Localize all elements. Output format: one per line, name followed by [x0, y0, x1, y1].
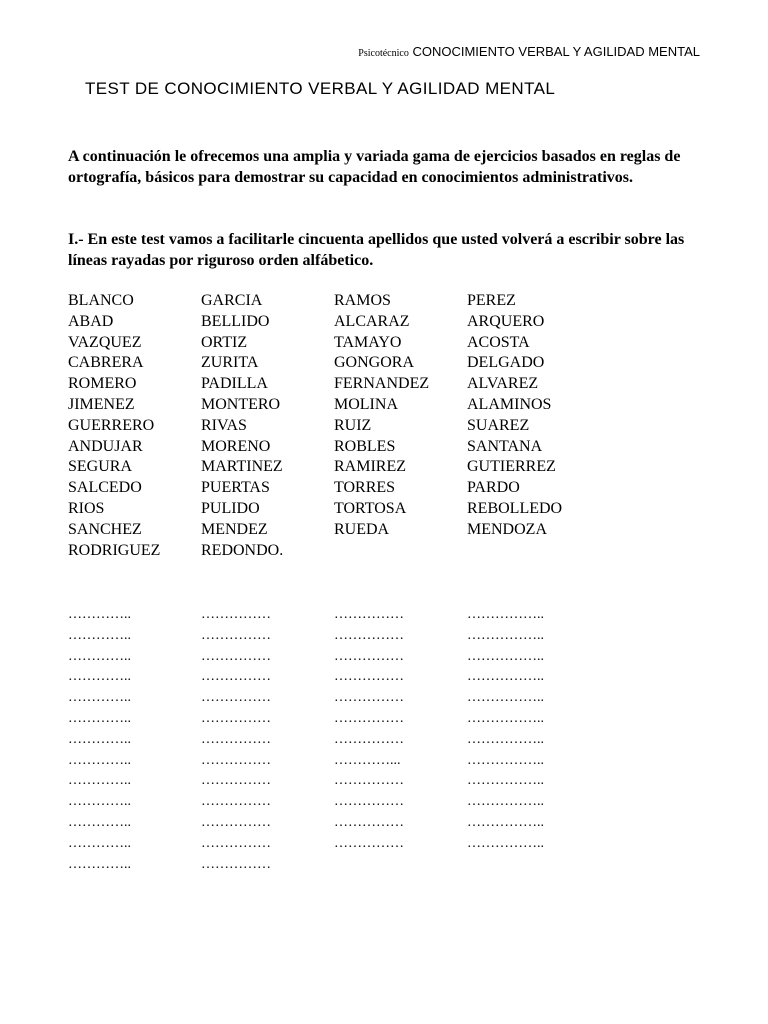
surname-item: TORRES	[334, 479, 396, 497]
surname-item: BLANCO	[68, 292, 134, 309]
answer-line[interactable]: ……………..	[467, 731, 544, 747]
surname-item: REBOLLEDO	[467, 499, 563, 517]
surname-item: RAMOS	[334, 292, 391, 309]
answer-line[interactable]: ……………..	[467, 669, 544, 685]
answer_lines-column-2	[201, 605, 271, 875]
answer-line[interactable]: ……………	[334, 710, 404, 726]
answer-line[interactable]: ……………..	[467, 607, 544, 622]
surname-item: PEREZ	[467, 292, 516, 309]
surname-item: ROMERO	[68, 375, 137, 393]
answer-line[interactable]: ……………	[201, 669, 271, 685]
surname-item: MOLINA	[334, 395, 398, 413]
surname-item: SALCEDO	[68, 479, 142, 497]
surname-item: ZURITA	[201, 354, 259, 372]
answer-line[interactable]: …………..	[68, 835, 131, 851]
answer-line[interactable]: ……………	[334, 794, 404, 810]
surnames-column-3	[334, 291, 429, 541]
answer-line[interactable]: ……………	[334, 773, 404, 789]
answer-line[interactable]: …………..	[68, 690, 131, 706]
surnames-column-4	[467, 291, 562, 541]
answer-line[interactable]: ……………	[201, 731, 271, 747]
answer-line[interactable]: …………..	[68, 627, 131, 643]
surname-item: MORENO	[201, 437, 271, 455]
answer-line[interactable]: ……………	[201, 814, 271, 830]
surname-item: MENDOZA	[467, 520, 547, 538]
surname-item: ARQUERO	[467, 312, 545, 330]
surname-item: BELLIDO	[201, 312, 270, 330]
surname-item: MARTINEZ	[201, 458, 283, 476]
surname-item: RIVAS	[201, 416, 247, 434]
surname-item: REDONDO.	[201, 541, 284, 559]
answer-line[interactable]: ……………	[334, 814, 404, 830]
answer-line[interactable]: ……………	[201, 710, 271, 726]
answer-line[interactable]: ……………..	[467, 648, 544, 664]
answer-line[interactable]: ……………	[201, 773, 271, 789]
answer-line[interactable]: ……………	[201, 690, 271, 706]
surname-item: JIMENEZ	[68, 395, 135, 413]
answer_lines-column-1	[68, 605, 131, 875]
answer-line[interactable]: …………..	[68, 669, 131, 685]
surname-item: ACOSTA	[467, 333, 530, 351]
surname-item: RIOS	[68, 499, 105, 517]
answer-line[interactable]: ……………	[334, 648, 404, 664]
answer_lines-column-3	[334, 605, 404, 855]
answer-line[interactable]: ……………	[201, 794, 271, 810]
surname-item: PULIDO	[201, 499, 260, 517]
answer-line[interactable]: ……………..	[467, 627, 544, 643]
answer-line[interactable]: …………..	[68, 731, 131, 747]
answer-line[interactable]: ……………	[201, 607, 271, 622]
answer-line[interactable]: ……………	[201, 627, 271, 643]
surname-item: ALVAREZ	[467, 375, 539, 393]
surname-item: MONTERO	[201, 395, 281, 413]
surname-item: SEGURA	[68, 458, 133, 476]
surname-item: GUERRERO	[68, 416, 155, 434]
surname-item: MENDEZ	[201, 520, 268, 538]
answer-line[interactable]: ……………	[334, 731, 404, 747]
answer-line[interactable]: …………..	[68, 794, 131, 810]
answer-line[interactable]: …………..	[68, 607, 131, 622]
answer-line[interactable]: ……………	[334, 607, 404, 622]
surname-item: RAMIREZ	[334, 458, 406, 476]
answer-line[interactable]: ……………..	[467, 752, 544, 768]
answer-line[interactable]: ……………..	[467, 794, 544, 810]
answer-line[interactable]: …………..	[68, 710, 131, 726]
answer-line[interactable]: ……………..	[467, 690, 544, 706]
surname-item: RUIZ	[334, 416, 372, 434]
surname-item: SANCHEZ	[68, 520, 142, 538]
answer-line[interactable]: ……………	[201, 835, 271, 851]
answer-line[interactable]: ……………..	[467, 814, 544, 830]
answer-line[interactable]: ……………	[201, 752, 271, 768]
answer-line[interactable]: ……………	[201, 856, 271, 872]
surname-item: PUERTAS	[201, 479, 270, 497]
surname-item: CABRERA	[68, 354, 144, 372]
surname-item: ROBLES	[334, 437, 396, 455]
surname-item: TAMAYO	[334, 333, 402, 351]
answer-line[interactable]: …………..	[68, 814, 131, 830]
surname-item: ORTIZ	[201, 333, 248, 351]
surname-item: ABAD	[68, 312, 114, 330]
surname-item: GONGORA	[334, 354, 414, 372]
running-header	[358, 44, 700, 59]
answer-line[interactable]: …………..	[68, 856, 131, 872]
surname-item: PARDO	[467, 479, 520, 497]
surname-item: DELGADO	[467, 354, 545, 372]
surname-item: GUTIERREZ	[467, 458, 556, 476]
surname-item: ALAMINOS	[467, 395, 552, 413]
running-header-text: CONOCIMIENTO VERBAL Y AGILIDAD MENTAL	[412, 44, 700, 59]
page-title: TEST DE CONOCIMIENTO VERBAL Y AGILIDAD MENTAL	[85, 79, 556, 98]
answer-line[interactable]: …………...	[334, 752, 401, 768]
answer-line[interactable]: …………..	[68, 752, 131, 768]
answer-line[interactable]: ……………..	[467, 773, 544, 789]
answer_lines-column-4	[467, 605, 544, 855]
answer-line[interactable]: …………..	[68, 773, 131, 789]
surname-item: PADILLA	[201, 375, 268, 393]
surname-item: RODRIGUEZ	[68, 541, 161, 559]
answer-line[interactable]: …………..	[68, 648, 131, 664]
answer-line[interactable]: ……………..	[467, 835, 544, 851]
surname-item: RUEDA	[334, 520, 390, 538]
surname-item: GARCIA	[201, 292, 263, 309]
surnames-column-2	[201, 291, 283, 561]
surname-item: SANTANA	[467, 437, 543, 455]
surname-item: ALCARAZ	[334, 312, 410, 330]
answer-line[interactable]: ……………	[334, 627, 404, 643]
surname-item: FERNANDEZ	[334, 375, 430, 393]
surnames-column-1	[68, 291, 160, 561]
surname-item: VAZQUEZ	[68, 333, 142, 351]
surname-item: ANDUJAR	[68, 437, 143, 455]
answer-line[interactable]: ……………	[201, 648, 271, 664]
section-1-instructions: I.- En este test vamos a facilitarle cincuenta apellidos que usted volverá a escribir sobre las líneas rayadas por riguroso orden alfábetico.	[68, 231, 685, 269]
surname-item: TORTOSA	[334, 499, 407, 517]
answer-line[interactable]: ……………..	[467, 710, 544, 726]
running-header-prefix: Psicotécnico	[358, 48, 409, 59]
intro-paragraph: A continuación le ofrecemos una amplia y variada gama de ejercicios basados en reglas de ortografía, básicos para demostrar su capacidad en conocimientos administrativos.	[68, 148, 681, 186]
answer-line[interactable]: ……………	[334, 669, 404, 685]
surname-item: SUAREZ	[467, 416, 530, 434]
answer-line[interactable]: ……………	[334, 835, 404, 851]
answer-line[interactable]: ……………	[334, 690, 404, 706]
